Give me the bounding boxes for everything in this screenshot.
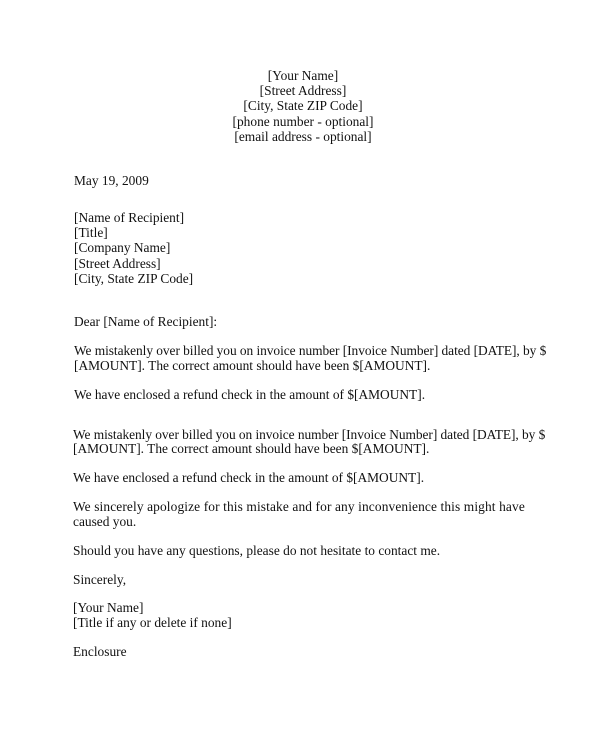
letter-date: May 19, 2009 — [74, 173, 149, 188]
paragraph-3-line-1: We mistakenly over billed you on invoice number [Invoice Number] dated [DATE], by $ — [73, 427, 546, 442]
paragraph-5-line-2: caused you. — [73, 514, 137, 529]
sender-name: [Your Name] — [267, 68, 339, 83]
paragraph-2: We have enclosed a refund check in the amount of $[AMOUNT]. — [74, 387, 426, 402]
recipient-name: [Name of Recipient] — [74, 210, 185, 225]
paragraph-4: We have enclosed a refund check in the amount of $[AMOUNT]. — [73, 470, 425, 485]
paragraph-6: Should you have any questions, please do not hesitate to contact me. — [73, 543, 441, 558]
closing: Sincerely, — [73, 572, 127, 587]
paragraph-1-line-1: We mistakenly over billed you on invoice number [Invoice Number] dated [DATE], by $ — [74, 343, 547, 358]
signature-title: [Title if any or delete if none] — [73, 615, 232, 630]
recipient-address-block — [74, 210, 193, 286]
sender-phone: [phone number - optional] — [232, 113, 374, 129]
recipient-title: [Title] — [74, 225, 108, 241]
sender-street: [Street Address] — [259, 83, 347, 99]
recipient-company: [Company Name] — [74, 240, 171, 256]
paragraph-5-line-1: We sincerely apologize for this mistake and for any inconvenience this might have — [73, 499, 525, 514]
signature-name: [Your Name] — [73, 600, 144, 615]
paragraph-3-line-2: [AMOUNT]. The correct amount should have been $[AMOUNT]. — [73, 441, 430, 456]
recipient-city-state-zip: [City, State ZIP Code] — [74, 270, 194, 286]
recipient-street: [Street Address] — [74, 255, 161, 271]
salutation: Dear [Name of Recipient]: — [74, 314, 218, 329]
sender-address-block — [0, 68, 600, 144]
paragraph-1-line-2: [AMOUNT]. The correct amount should have been $[AMOUNT]. — [74, 358, 431, 373]
sender-city-state-zip: [City, State ZIP Code] — [243, 98, 363, 114]
sender-email: [email address - optional] — [234, 128, 372, 144]
enclosure-note: Enclosure — [73, 644, 127, 659]
